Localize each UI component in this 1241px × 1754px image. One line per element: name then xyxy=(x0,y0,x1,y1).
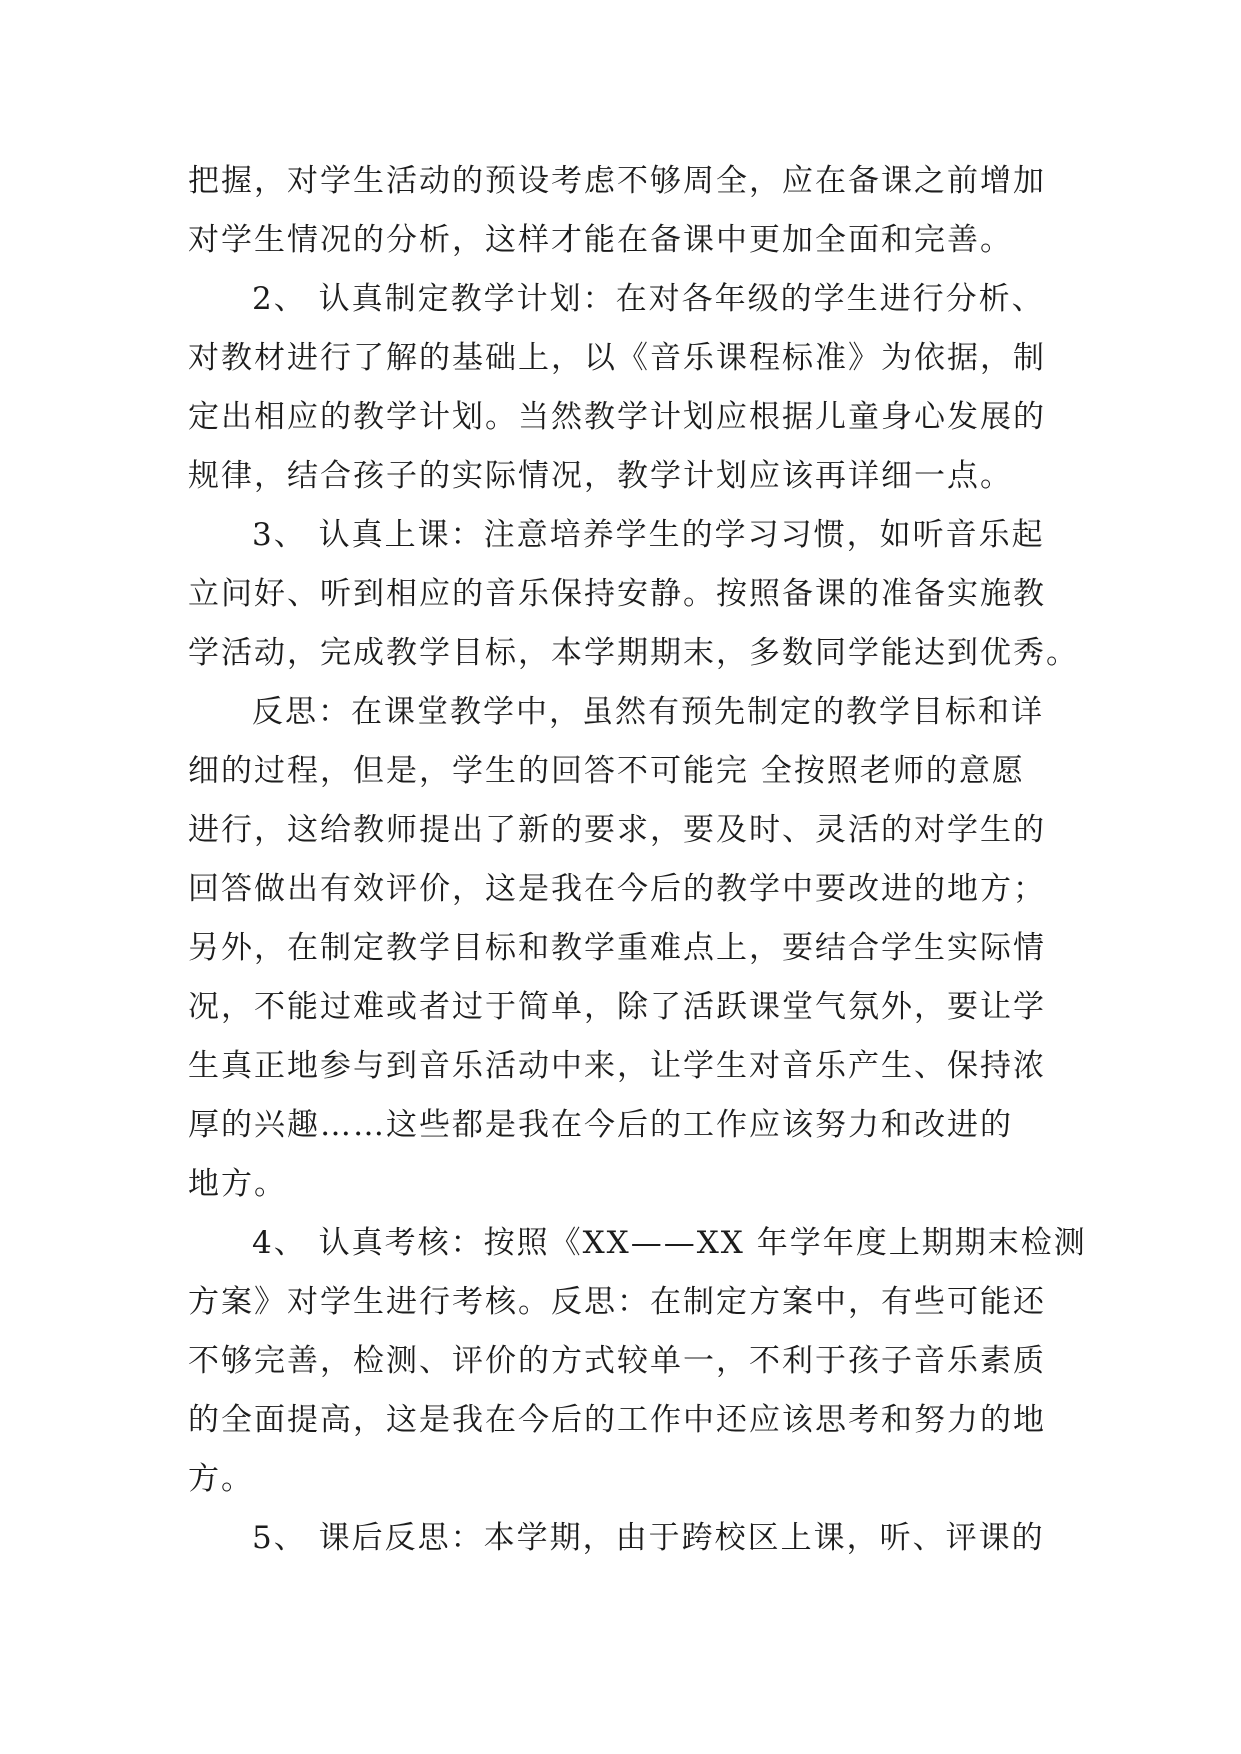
text-line: 方。 xyxy=(188,1461,254,1497)
text-line: 况，不能过难或者过于简单，除了活跃课堂气氛外，要让学 xyxy=(188,989,1046,1025)
text-line: 进行，这给教师提出了新的要求，要及时、灵活的对学生的 xyxy=(188,812,1046,848)
text-line: 2、 认真制定教学计划：在对各年级的学生进行分析、 xyxy=(252,281,1045,317)
text-line: 回答做出有效评价，这是我在今后的教学中要改进的地方； xyxy=(188,871,1046,907)
text-line: 3、 认真上课：注意培养学生的学习习惯，如听音乐起 xyxy=(252,517,1045,553)
document-body xyxy=(188,152,1087,1568)
text-line: 细的过程，但是，学生的回答不可能完 全按照老师的意愿 xyxy=(188,753,1025,789)
text-line: 规律，结合孩子的实际情况，教学计划应该再详细一点。 xyxy=(188,458,1013,494)
text-line: 另外，在制定教学目标和教学重难点上，要结合学生实际情 xyxy=(188,930,1046,966)
text-line: 厚的兴趣……这些都是我在今后的工作应该努力和改进的 xyxy=(188,1107,1013,1143)
text-line: 立问好、听到相应的音乐保持安静。按照备课的准备实施教 xyxy=(188,576,1046,612)
text-line: 对学生情况的分析，这样才能在备课中更加全面和完善。 xyxy=(188,222,1013,258)
text-line: 4、 认真考核：按照《XX——XX 年学年度上期期末检测 xyxy=(252,1225,1087,1261)
text-line: 方案》对学生进行考核。反思：在制定方案中，有些可能还 xyxy=(188,1284,1046,1320)
text-line: 的全面提高，这是我在今后的工作中还应该思考和努力的地 xyxy=(188,1402,1046,1438)
text-line: 地方。 xyxy=(188,1166,287,1202)
text-line: 对教材进行了解的基础上，以《音乐课程标准》为依据，制 xyxy=(188,340,1046,376)
text-line: 5、 课后反思：本学期，由于跨校区上课，听、评课的 xyxy=(252,1520,1045,1556)
text-line: 不够完善，检测、评价的方式较单一，不利于孩子音乐素质 xyxy=(188,1343,1046,1379)
text-line: 生真正地参与到音乐活动中来，让学生对音乐产生、保持浓 xyxy=(188,1048,1046,1084)
text-line: 定出相应的教学计划。当然教学计划应根据儿童身心发展的 xyxy=(188,399,1046,435)
text-line: 反思：在课堂教学中，虽然有预先制定的教学目标和详 xyxy=(252,694,1044,730)
text-line: 学活动，完成教学目标，本学期期末，多数同学能达到优秀。 xyxy=(188,635,1079,671)
text-line: 把握，对学生活动的预设考虑不够周全，应在备课之前增加 xyxy=(188,163,1046,199)
